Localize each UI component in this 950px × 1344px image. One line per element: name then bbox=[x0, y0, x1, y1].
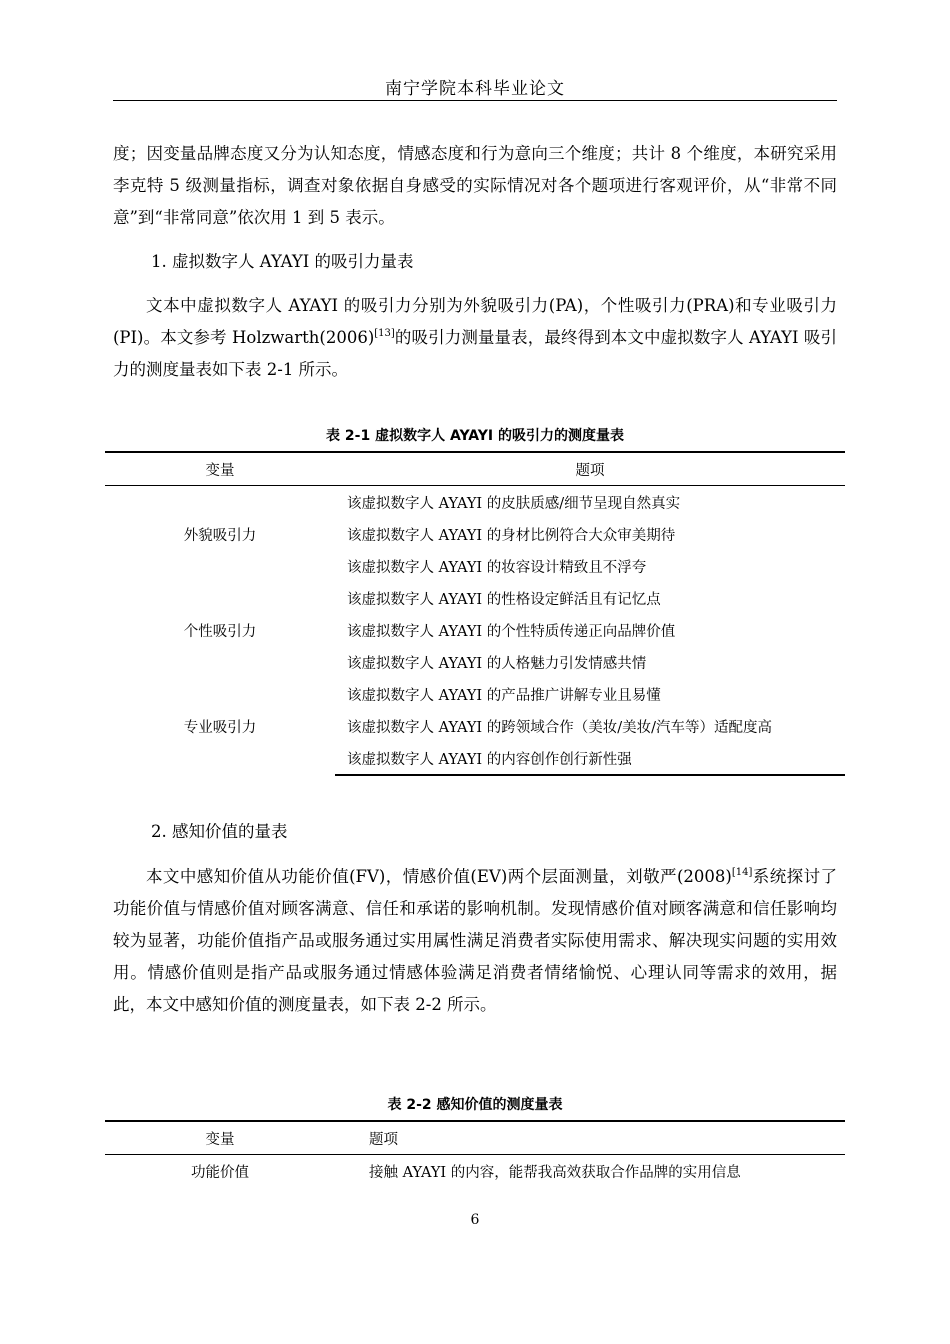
table1-variable-professional: 专业吸引力 bbox=[183, 720, 257, 736]
page-number: 6 bbox=[470, 1212, 480, 1228]
section2-paragraph bbox=[113, 861, 837, 1021]
table1-item: 该虚拟数字人 AYAYI 的个性特质传递正向品牌价值 bbox=[347, 623, 676, 640]
section1-text-b: 的吸引力测量量表，最终得到本文中虚拟数字人 AYAYI 吸引力的测度量表如下表 2-1 所示。 bbox=[113, 328, 837, 379]
table-row bbox=[105, 1155, 845, 1188]
table-row bbox=[105, 486, 845, 519]
table2-variable-functional: 功能价值 bbox=[191, 1164, 249, 1181]
table2-col-variable: 变量 bbox=[205, 1131, 235, 1148]
table2-col-item: 题项 bbox=[369, 1131, 398, 1148]
table1-item: 该虚拟数字人 AYAYI 的身材比例符合大众审美期待 bbox=[347, 527, 676, 544]
citation-13: [13] bbox=[374, 328, 395, 339]
table-row bbox=[105, 582, 845, 614]
intro-paragraph: 度；因变量品牌态度又分为认知态度，情感态度和行为意向三个维度；共计 8 个维度，本研究采用李克特 5 级测量指标，调查对象依据自身感受的实际情况对各个题项进行客观评价，从“非常不同意”到“非常同意”依次用 1 到 5 表示。 bbox=[113, 144, 837, 227]
table2 bbox=[105, 1120, 845, 1187]
section1-heading: 1. 虚拟数字人 AYAYI 的吸引力量表 bbox=[151, 252, 414, 271]
table1-header-row bbox=[105, 452, 845, 486]
table1-item: 该虚拟数字人 AYAYI 的跨领域合作（美妆/美妆/汽车等）适配度高 bbox=[347, 719, 773, 736]
table2-header-row bbox=[105, 1121, 845, 1155]
table-row bbox=[105, 678, 845, 710]
table1-item: 该虚拟数字人 AYAYI 的皮肤质感/细节呈现自然真实 bbox=[347, 495, 681, 512]
section1-paragraph bbox=[113, 290, 837, 386]
section2-text-a: 本文中感知价值从功能价值(FV)，情感价值(EV)两个层面测量，刘敬严(2008) bbox=[146, 867, 732, 886]
table1-item: 该虚拟数字人 AYAYI 的人格魅力引发情感共情 bbox=[347, 655, 647, 672]
citation-14: [14] bbox=[731, 867, 753, 878]
section1-text-a: 文本中虚拟数字人 AYAYI 的吸引力分别为外貌吸引力(PA)，个性吸引力(PRA)和专业吸引力(PI)。本文参考 Holzwarth(2006) bbox=[113, 296, 837, 347]
table2-item: 接触 AYAYI 的内容，能帮我高效获取合作品牌的实用信息 bbox=[369, 1164, 741, 1181]
section2-text-b: 系统探讨了功能价值与情感价值对顾客满意、信任和承诺的影响机制。发现情感价值对顾客满意和信任影响均较为显著，功能价值指产品或服务通过实用属性满足消费者实际使用需求、解决现实问题的实用效用。情感价值则是指产品或服务通过情感体验满足消费者情绪愉悦、心理认同等需求的效用，据此，本文中感知价值的测度量表，如下表 2-2 所示。 bbox=[113, 867, 837, 1014]
header-rule bbox=[113, 100, 837, 101]
table2-caption: 表 2-2 感知价值的测度量表 bbox=[387, 1097, 563, 1113]
table1-col-variable: 变量 bbox=[205, 462, 235, 479]
table1-item: 该虚拟数字人 AYAYI 的妆容设计精致且不浮夸 bbox=[347, 559, 647, 576]
section2-heading: 2. 感知价值的量表 bbox=[151, 822, 288, 841]
table1-variable-appearance: 外貌吸引力 bbox=[183, 527, 257, 544]
table1-item: 该虚拟数字人 AYAYI 的性格设定鲜活且有记忆点 bbox=[347, 591, 661, 608]
table1-col-item: 题项 bbox=[575, 462, 605, 479]
table1-item: 该虚拟数字人 AYAYI 的产品推广讲解专业且易懂 bbox=[347, 687, 661, 704]
table1-variable-personality: 个性吸引力 bbox=[183, 623, 257, 640]
table1-item: 该虚拟数字人 AYAYI 的内容创作创行新性强 bbox=[335, 742, 845, 775]
table1-caption: 表 2-1 虚拟数字人 AYAYI 的吸引力的测度量表 bbox=[326, 428, 624, 444]
table1 bbox=[105, 451, 845, 776]
running-header: 南宁学院本科毕业论文 bbox=[385, 79, 565, 99]
